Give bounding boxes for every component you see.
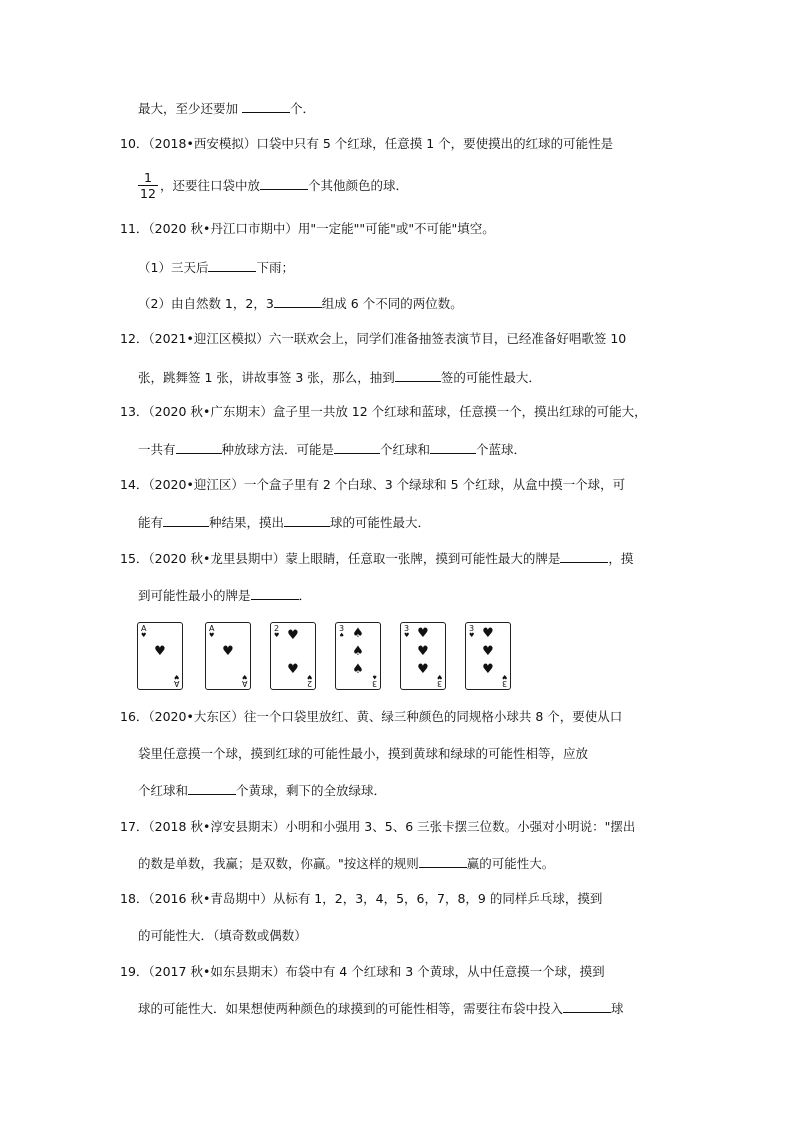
q19-line1: 19．（2017 秋•如东县期末）布袋中有 4 个红球和 3 个黄球，从中任意摸一个球，摸到	[120, 964, 605, 979]
text: 个其他颜色的球．	[308, 178, 409, 193]
card-rank: A	[141, 624, 147, 633]
q14-line2	[138, 513, 430, 532]
text: ，摸	[608, 551, 634, 566]
card-suit-icon: ♥	[173, 673, 179, 680]
answer-blank[interactable]	[334, 440, 380, 454]
playing-card	[270, 622, 316, 690]
card-rank: 3	[339, 624, 345, 633]
text: 个红球和	[138, 783, 189, 798]
card-suit-icon: ♥	[141, 632, 147, 639]
heart-icon: ♥	[482, 626, 494, 641]
fraction-numerator: 1	[144, 170, 152, 185]
card-rank: 3	[469, 624, 475, 633]
text: （2）由自然数 1，2，3	[138, 296, 274, 311]
card-suit-icon: ♥	[436, 673, 442, 680]
answer-blank[interactable]	[419, 854, 467, 868]
q17-line1: 17．（2018 秋•淳安县期末）小明和小强用 3、5、6 三张卡摆三位数。小强对小明说："摆出	[120, 819, 636, 834]
text: ．	[298, 588, 312, 603]
playing-card	[137, 622, 183, 690]
card-rank: 3	[436, 679, 442, 688]
q13-line2	[138, 440, 526, 459]
q15-line2	[138, 586, 311, 605]
card-suit-icon: ♥	[306, 673, 312, 680]
text: 个黄球，剩下的全放绿球．	[236, 783, 387, 798]
spade-icon: ♠	[352, 662, 364, 677]
text: 最大，至少还要加	[138, 101, 242, 116]
answer-blank[interactable]	[208, 258, 256, 272]
card-rank: A	[241, 679, 247, 688]
fraction-denominator: 12	[140, 186, 156, 201]
card-suit-icon: ♥	[209, 632, 215, 639]
heart-icon: ♥	[417, 662, 429, 677]
answer-blank[interactable]	[563, 999, 611, 1013]
q15-line1	[120, 549, 633, 568]
card-suit-icon: ♠	[371, 673, 377, 680]
text: 球的可能性大．如果想使两种颜色的球摸到的可能性相等，需要往布袋中投入	[138, 1001, 564, 1016]
q12-line2	[138, 368, 541, 387]
text: 能有	[138, 515, 164, 530]
heart-icon: ♥	[417, 626, 429, 641]
playing-card	[205, 622, 251, 690]
answer-blank[interactable]	[251, 586, 299, 600]
card-suit-icon: ♥	[241, 673, 247, 680]
q16-line2: 袋里任意摸一个球，摸到红球的可能性最小，摸到黄球和绿球的可能性相等，应放	[138, 746, 589, 761]
answer-blank[interactable]	[284, 513, 330, 527]
text: 到可能性最小的牌是	[138, 588, 251, 603]
q11-part1	[138, 258, 294, 277]
card-suit-icon: ♥	[274, 632, 280, 639]
text: 张，跳舞签 1 张，讲故事签 3 张，那么，抽到	[138, 370, 395, 385]
heart-icon: ♥	[154, 644, 166, 659]
text: ，还要往口袋中放	[160, 178, 261, 193]
card-rank: 3	[501, 679, 507, 688]
card-rank: A	[173, 679, 179, 688]
card-suit-icon: ♠	[339, 632, 345, 639]
card-suit-icon: ♥	[501, 673, 507, 680]
card-rank: A	[209, 624, 215, 633]
text: 一共有	[138, 442, 176, 457]
playing-card	[465, 622, 511, 690]
q10-line2	[160, 176, 408, 195]
q12-line1: 12．（2021•迎江区模拟）六一联欢会上，同学们准备抽签表演节目，已经准备好唱歌签 10	[120, 331, 627, 346]
heart-icon: ♥	[417, 644, 429, 659]
text: 种放球方法．可能是	[221, 442, 335, 457]
q13-line1: 13．（2020 秋•广东期末）盒子里一共放 12 个红球和蓝球，任意摸一个，摸出红球的可能大，	[120, 404, 647, 419]
card-suit-icon: ♥	[469, 632, 475, 639]
text: 球	[611, 1001, 624, 1016]
card-rank: 2	[274, 624, 280, 633]
q17-line2	[138, 854, 554, 873]
q16-line1: 16．（2020•大东区）往一个口袋里放红、黄、绿三种颜色的同规格小球共 8 个，要使从口	[120, 709, 623, 724]
text: 种结果，摸出	[209, 515, 285, 530]
text: 球的可能性最大．	[330, 515, 431, 530]
answer-blank[interactable]	[242, 99, 290, 113]
text: 下雨；	[256, 260, 294, 275]
text: 个．	[289, 101, 315, 116]
text: 的数是单数，我赢；是双数，你赢。"按这样的规则	[138, 856, 419, 871]
text: 个红球和	[380, 442, 431, 457]
text: 赢的可能性大。	[466, 856, 555, 871]
q19-line2	[138, 999, 624, 1018]
q18-line1: 18．（2016 秋•青岛期中）从标有 1，2，3，4，5，6，7，8，9 的同样乒乓球，摸到	[120, 891, 603, 906]
card-rank: 3	[404, 624, 410, 633]
answer-blank[interactable]	[560, 549, 608, 563]
q16-line3	[138, 781, 386, 800]
text: 签的可能性最大．	[440, 370, 541, 385]
text: 15．（2020 秋•龙里县期中）蒙上眼睛，任意取一张牌，摸到可能性最大的牌是	[120, 551, 561, 566]
text: （1）三天后	[138, 260, 209, 275]
answer-blank[interactable]	[176, 440, 222, 454]
heart-icon: ♥	[482, 644, 494, 659]
text: 组成 6 个不同的两位数。	[321, 296, 463, 311]
answer-blank[interactable]	[395, 368, 441, 382]
heart-icon: ♥	[482, 662, 494, 677]
heart-icon: ♥	[287, 628, 299, 643]
playing-card	[400, 622, 446, 690]
heart-icon: ♥	[222, 644, 234, 659]
q10-line1: 10．（2018•西安模拟）口袋中只有 5 个红球，任意摸 1 个，要使摸出的红球的可能性是	[120, 136, 614, 151]
spade-icon: ♠	[352, 626, 364, 641]
q18-line2: 的可能性大．（填奇数或偶数）	[138, 928, 307, 943]
spade-icon: ♠	[352, 644, 364, 659]
text: 个蓝球．	[476, 442, 527, 457]
answer-blank[interactable]	[163, 513, 209, 527]
q14-line1: 14．（2020•迎江区）一个盒子里有 2 个白球、3 个绿球和 5 个红球，从盒中摸一个球，可	[120, 477, 626, 492]
answer-blank[interactable]	[274, 294, 322, 308]
q9-continuation	[138, 99, 315, 118]
card-suit-icon: ♥	[404, 632, 410, 639]
fraction-1-12	[138, 170, 158, 202]
answer-blank[interactable]	[430, 440, 476, 454]
card-rank: 2	[306, 679, 312, 688]
q11-part2	[138, 294, 463, 313]
playing-card	[335, 622, 381, 690]
answer-blank[interactable]	[260, 176, 308, 190]
card-rank: 3	[371, 679, 377, 688]
answer-blank[interactable]	[188, 781, 236, 795]
q11-line1: 11．（2020 秋•丹江口市期中）用"一定能""可能"或"不可能"填空。	[120, 221, 495, 236]
heart-icon: ♥	[287, 662, 299, 677]
